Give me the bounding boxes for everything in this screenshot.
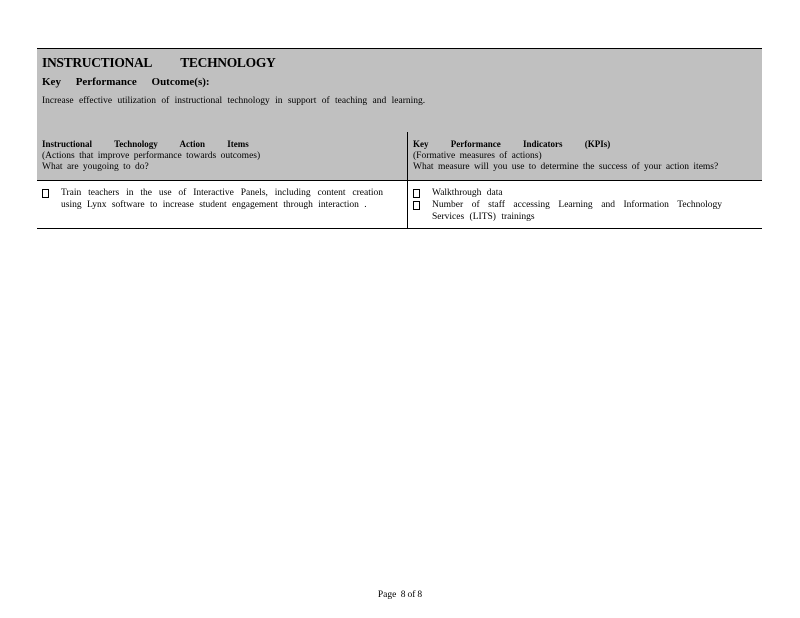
kpi-title: Key Performance Indicators (KPIs) <box>413 139 611 149</box>
outcome-text: Increase effective utilization of instructional technology in support of teaching and learning. <box>42 96 426 106</box>
kpi-item-text: Walkthrough data <box>432 188 503 198</box>
action-item-text: Train teachers in the use of Interactive Panels, including content creation using Lynx software to increase student engagement through interaction . <box>61 188 383 210</box>
kpi-cell <box>408 181 762 228</box>
action-items-header <box>37 132 408 180</box>
kpi-subtitle: (Formative measures of actions) <box>413 150 542 161</box>
bullet-icon <box>413 201 420 210</box>
kpi-header <box>408 132 762 180</box>
page-footer <box>0 590 800 600</box>
action-items-title: Instructional Technology Action Items <box>42 139 249 149</box>
list-item <box>37 187 407 211</box>
list-item <box>408 199 762 223</box>
page-total: 8 <box>417 590 423 600</box>
table-row <box>37 180 762 228</box>
action-items-subtitle: (Actions that improve performance towards outcomes) <box>42 150 261 161</box>
of-label: of <box>407 590 416 600</box>
section-header <box>37 49 762 132</box>
plan-table <box>37 48 762 229</box>
kpi-question: What measure will you use to determine the success of your action items? <box>413 162 719 172</box>
bullet-icon <box>42 189 49 198</box>
section-title: INSTRUCTIONAL TECHNOLOGY <box>42 55 276 70</box>
page-current: 8 <box>400 590 406 600</box>
action-items-cell <box>37 181 408 228</box>
column-headers <box>37 132 762 180</box>
bullet-icon <box>413 189 420 198</box>
kpi-item-text: Number of staff accessing Learning and Information Technology Services (LITS) trainings <box>432 200 722 222</box>
list-item <box>408 187 762 199</box>
outcome-label: Key Performance Outcome(s): <box>42 76 210 88</box>
page-label: Page <box>377 590 397 600</box>
action-items-question: What are yougoing to do? <box>42 162 149 172</box>
